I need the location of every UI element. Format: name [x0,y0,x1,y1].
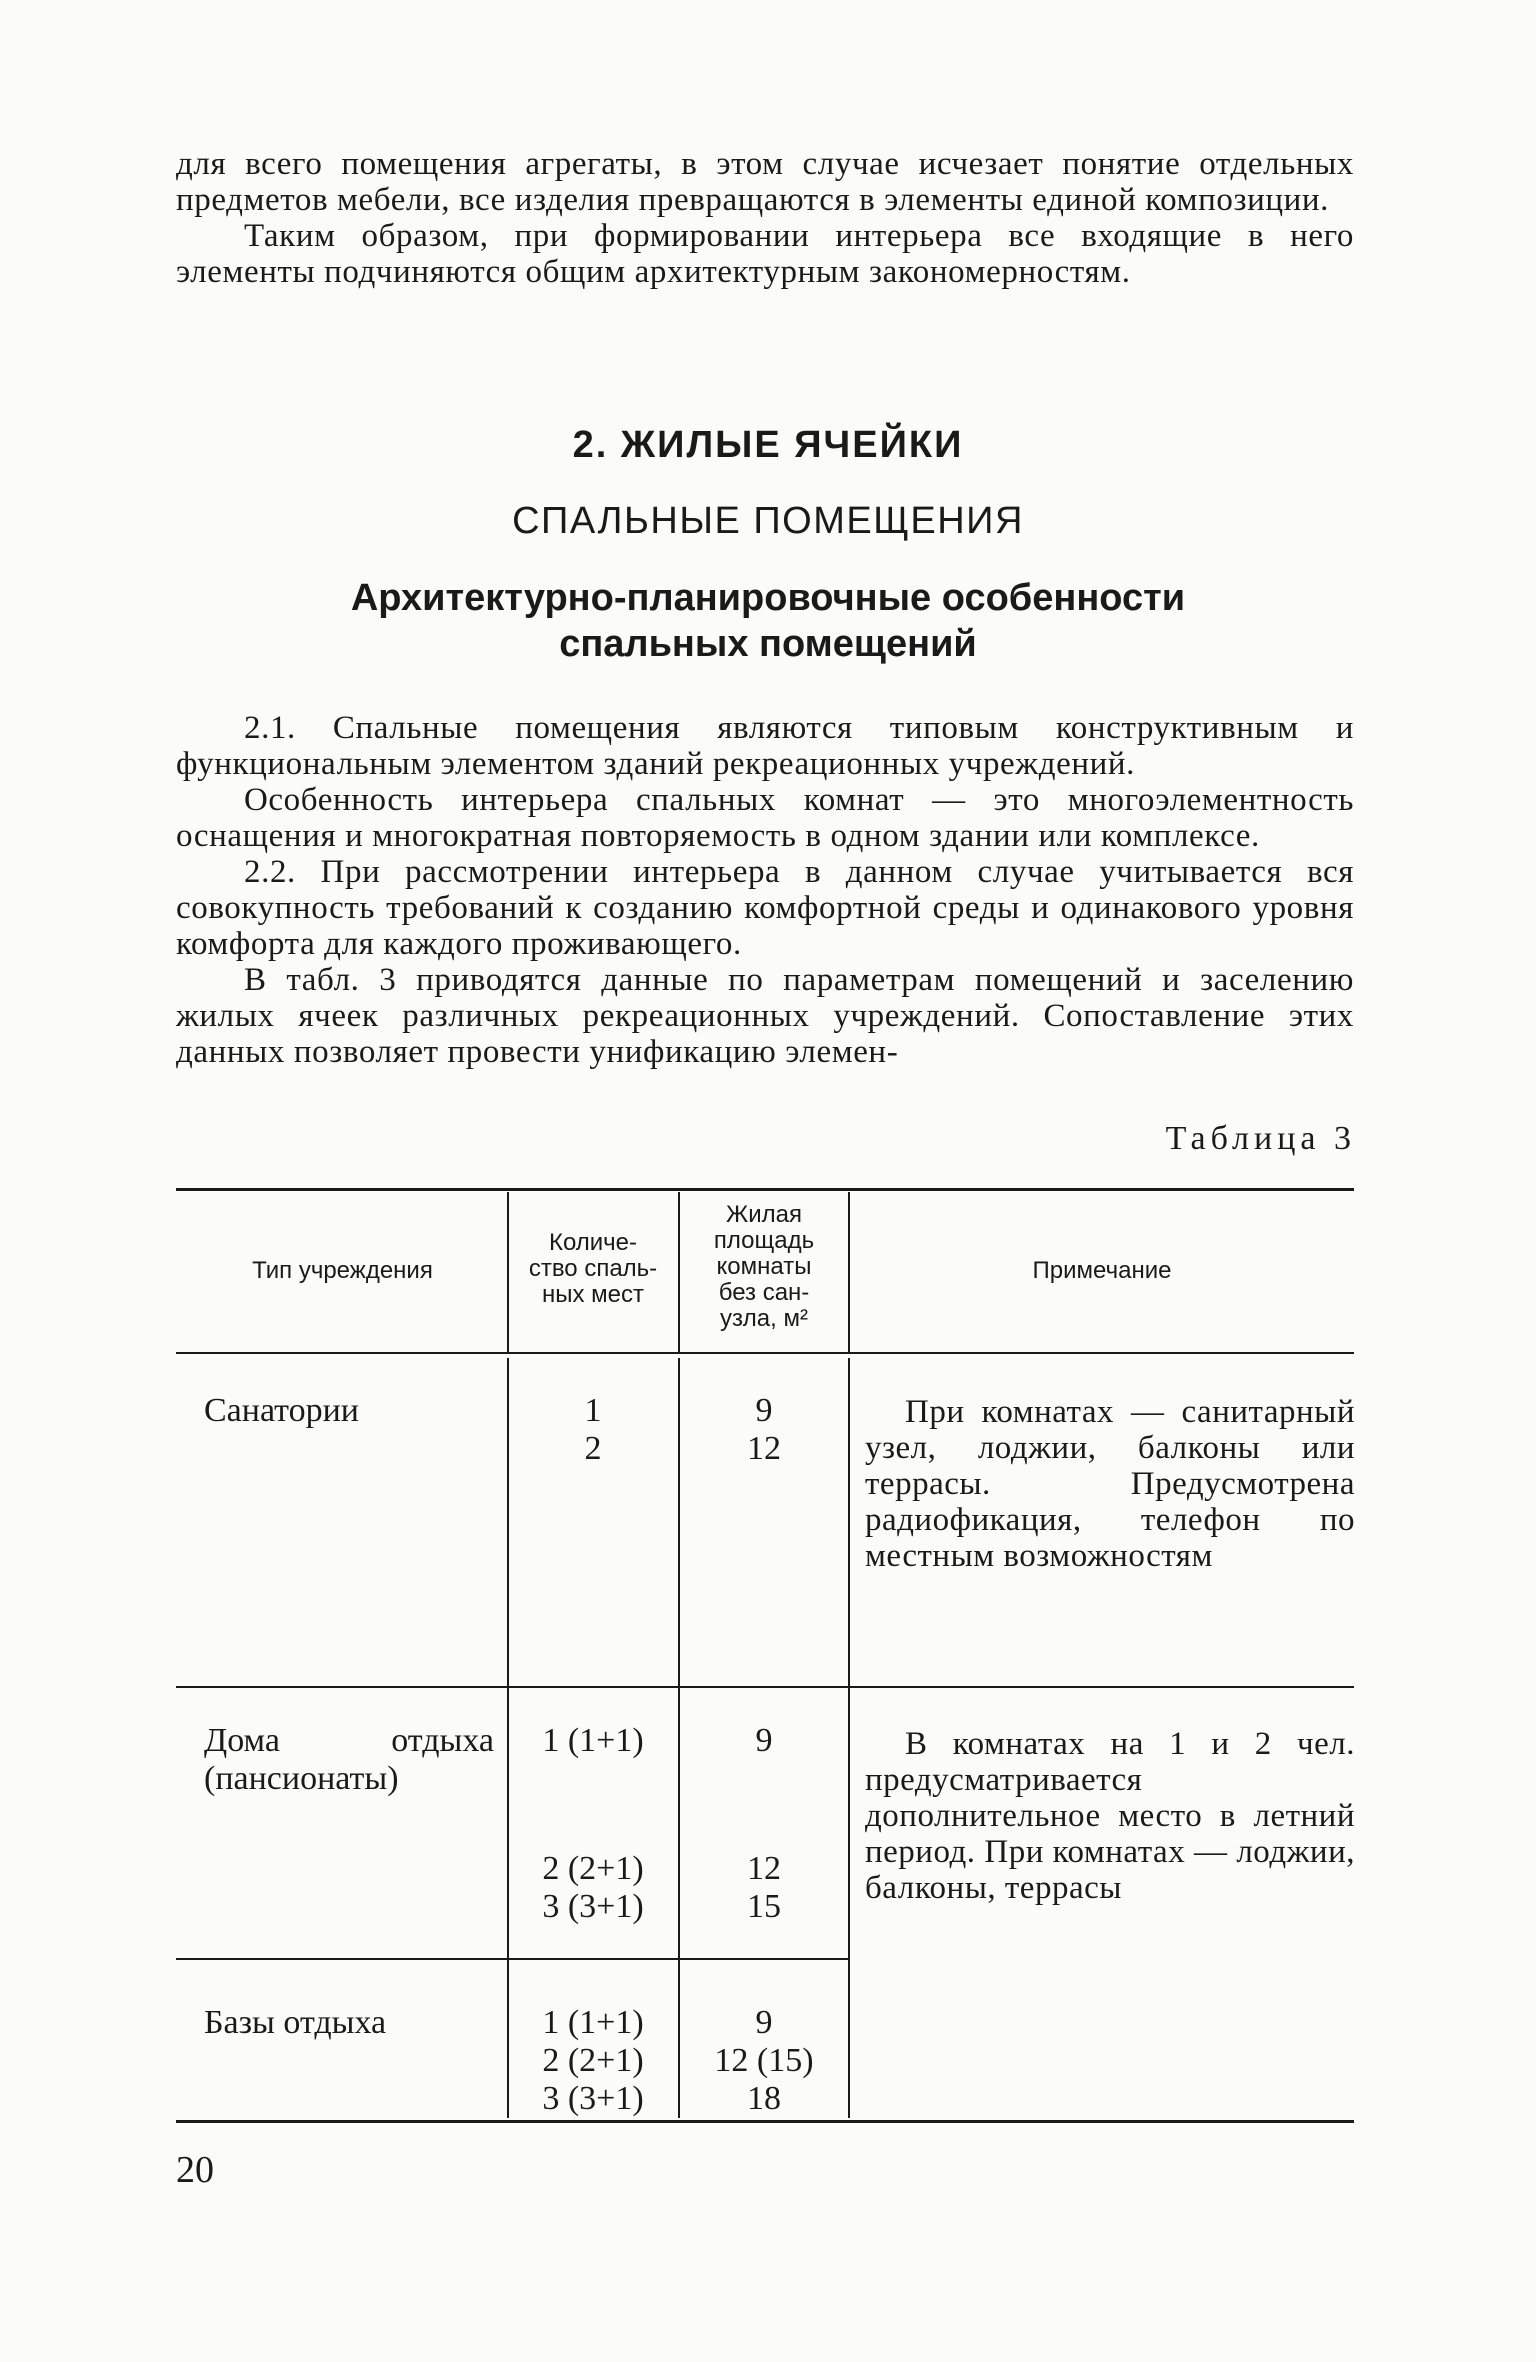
table-caption: Таблица 3 [1165,1120,1356,1157]
row3-area-value: 12 (15) [714,2042,814,2079]
paragraph-conclusion: Таким образом, при формировании интерьера все входящие в него элементы подчиняются общим архитектурным закономерностям. [176,218,1354,290]
body-vrule-2 [678,1358,680,2118]
paragraph-2-1-cont: Особенность интерьера спальных комнат — это многоэлементность оснащения и многократная повторяемость в одном здании или комплексе. [176,782,1354,854]
row1-area-value: 9 [755,1392,773,1429]
row3-type: Базы отдыха [204,2004,387,2041]
row1-note: При комнатах — санитарный узел, лоджии, балконы или террасы. Предусмотрена радиофикация, телефон по местным возможностям [865,1394,1355,1574]
subsection-heading-line1: Архитектурно-планировочные особенности [350,577,1186,619]
table-row-rule-1 [176,1686,1354,1688]
header-area-line: Жилая [726,1201,802,1228]
row1-area [682,1392,846,1468]
header-beds-line: Количе- [548,1229,638,1256]
row1-type: Санатории [204,1392,359,1429]
row2-area [682,1722,846,1926]
row3-beds-value: 3 (3+1) [542,2080,644,2117]
row2-type [204,1722,494,1798]
row2-beds-value: 1 (1+1) [542,1722,644,1759]
body-vrule-1 [507,1358,509,2118]
header-beds-line: ство спаль- [528,1255,658,1282]
row1-beds-value: 1 [584,1392,602,1429]
row3-beds-value: 2 (2+1) [542,2042,644,2079]
row2-beds-value: 3 (3+1) [542,1888,644,1925]
row2-type-line: Дома отдыха [204,1722,494,1759]
header-note: Примечание [1032,1257,1172,1284]
row2-note: В комнатах на 1 и 2 чел. предусматривается дополнительное место в летний период. При комнатах — лоджии, балконы, террасы [865,1726,1355,1906]
table-header-rule [176,1352,1354,1354]
header-area-line: комнаты [716,1253,812,1280]
table-row-rule-2 [176,1958,850,1960]
row3-area-value: 18 [747,2080,781,2117]
header-type: Тип учреждения [252,1257,433,1284]
header-area [680,1202,848,1332]
header-beds [508,1230,678,1308]
section-heading: СПАЛЬНЫЕ ПОМЕЩЕНИЯ [512,500,1024,542]
row1-beds [510,1392,676,1468]
row3-beds [510,2004,676,2118]
header-area-line: без сан- [718,1279,810,1306]
paragraph-continuation: для всего помещения агрегаты, в этом случае исчезает понятие отдельных предметов мебели, все изделия превращаются в элементы единой композиции. [176,146,1354,218]
table-top-rule [176,1188,1354,1191]
subsection-heading [0,575,1536,667]
row2-beds [510,1722,676,1926]
row1-area-value: 12 [747,1430,781,1467]
subsection-heading-line2: спальных помещений [559,623,977,665]
paragraph-2-1: 2.1. Спальные помещения являются типовым конструктивным и функциональным элементом зданий рекреационных учреждений. [176,710,1354,782]
paragraph-2-3: В табл. 3 приводятся данные по параметрам помещений и заселению жилых ячеек различных рекреационных учреждений. Сопоставление этих данных позволяет провести унификацию элемен- [176,962,1354,1070]
row2-type-line: (пансионаты) [204,1760,399,1797]
header-beds-line: ных мест [541,1281,644,1308]
row3-area [682,2004,846,2118]
top-text-block [176,146,1354,290]
header-vrule-3 [848,1192,850,1352]
header-area-line: узла, м² [720,1305,808,1332]
row2-beds-value: 2 (2+1) [542,1850,644,1887]
main-text-block [176,710,1354,1070]
row2-area-value: 12 [747,1850,781,1887]
row2-area-value: 9 [755,1722,773,1759]
page-number: 20 [176,2149,214,2191]
row3-area-value: 9 [755,2004,773,2041]
header-area-line: площадь [713,1227,815,1254]
chapter-heading: 2. ЖИЛЫЕ ЯЧЕЙКИ [572,424,964,466]
paragraph-2-2: 2.2. При рассмотрении интерьера в данном случае учитывается вся совокупность требований к созданию комфортной среды и одинакового уровня комфорта для каждого проживающего. [176,854,1354,962]
table-bottom-rule [176,2120,1354,2123]
row3-beds-value: 1 (1+1) [542,2004,644,2041]
row1-beds-value: 2 [584,1430,602,1467]
row2-area-value: 15 [747,1888,781,1925]
body-vrule-3 [848,1358,850,2118]
